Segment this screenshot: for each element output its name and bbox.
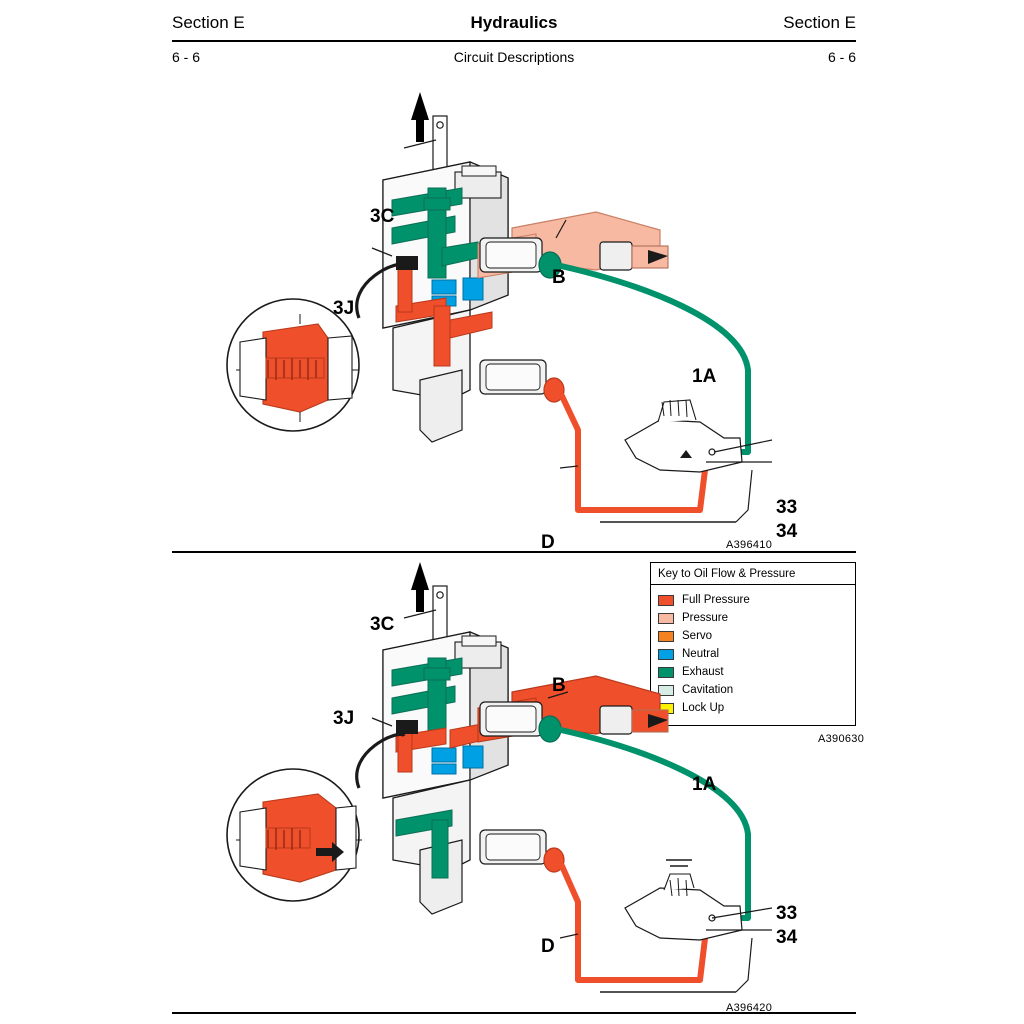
- callout-1a-top: 1A: [692, 366, 717, 387]
- page-number-left: 6 - 6: [172, 49, 201, 65]
- callout-3j-top: 3J: [333, 298, 355, 319]
- callout-3j-bottom: 3J: [333, 708, 355, 729]
- callout-34-bottom: 34: [776, 927, 798, 948]
- page-header: [172, 12, 856, 72]
- callout-d-top: D: [541, 532, 555, 553]
- header-section-left: Section E: [172, 13, 245, 32]
- callout-3c-bottom: 3C: [370, 614, 395, 635]
- callout-33-top: 33: [776, 497, 798, 518]
- callout-d-bottom: D: [541, 936, 555, 957]
- key-label-full-pressure: Full Pressure: [682, 594, 750, 606]
- key-label-neutral: Neutral: [682, 648, 720, 660]
- page-title: Hydraulics: [470, 13, 558, 32]
- header-section-right: Section E: [783, 13, 856, 32]
- figure-id-key: A390630: [818, 733, 865, 745]
- callout-b-top: B: [552, 267, 566, 288]
- figure-top: [0, 70, 1024, 553]
- key-label-servo: Servo: [682, 630, 713, 642]
- callout-3c-top: 3C: [370, 206, 395, 227]
- key-label-pressure: Pressure: [682, 612, 729, 624]
- figure-id-bottom: A396420: [726, 1002, 773, 1014]
- callout-33-bottom: 33: [776, 903, 798, 924]
- figure-bottom: [0, 530, 1024, 1012]
- key-label-cavitation: Cavitation: [682, 684, 734, 696]
- key-title: Key to Oil Flow & Pressure: [651, 563, 855, 585]
- callout-34-top: 34: [776, 521, 798, 542]
- page-subtitle: Circuit Descriptions: [453, 49, 575, 65]
- page-number-right: 6 - 6: [827, 49, 856, 65]
- callout-1a-bottom: 1A: [692, 774, 717, 795]
- key-label-lock-up: Lock Up: [682, 702, 725, 714]
- header-row-secondary: [172, 46, 856, 68]
- key-label-exhaust: Exhaust: [682, 666, 724, 678]
- figure-id-top: A396410: [726, 539, 773, 551]
- header-divider: [172, 40, 856, 42]
- header-row-primary: [172, 12, 856, 38]
- callout-b-bottom: B: [552, 675, 566, 696]
